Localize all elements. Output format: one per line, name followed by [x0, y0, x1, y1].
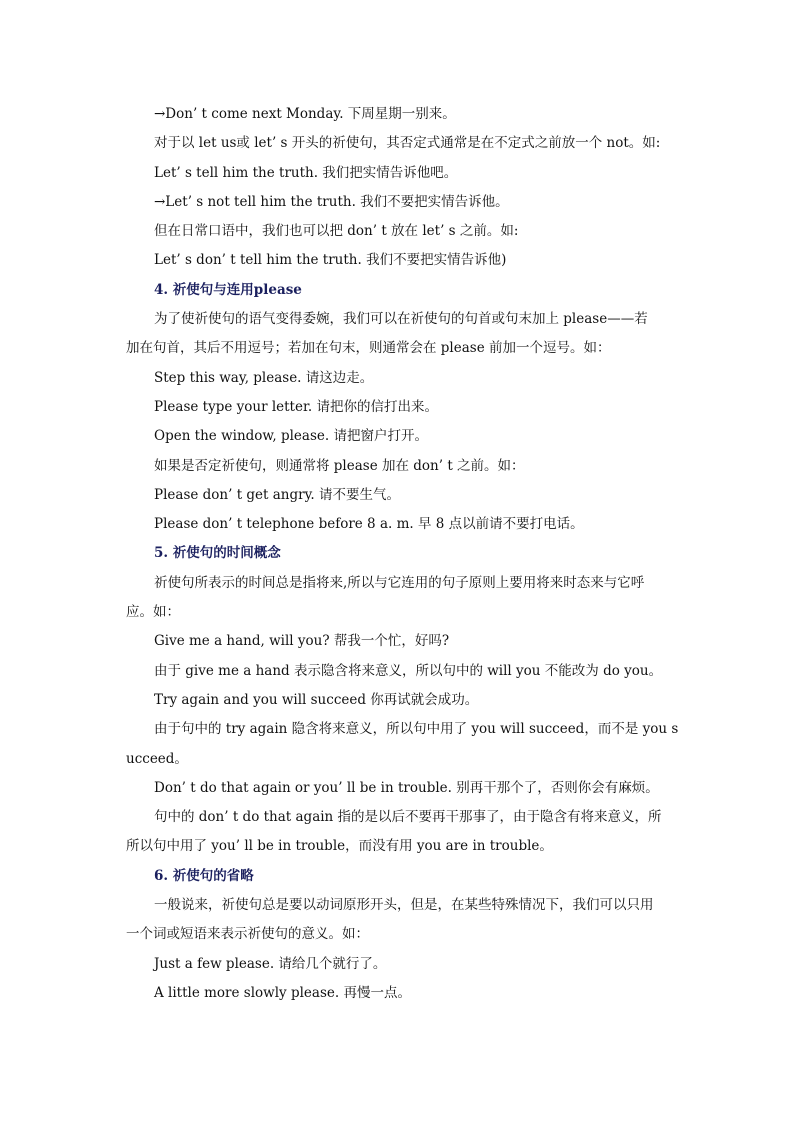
- text-line: 句中的 don’ t do that again 指的是以后不要再干那事了，由于隐含有将来意义，所: [154, 809, 662, 826]
- text-line: Open the window, please. 请把窗户打开。: [154, 428, 428, 445]
- text-line: 一般说来，祈使句总是要以动词原形开头，但是，在某些特殊情况下，我们可以只用: [154, 897, 654, 914]
- text-line: Please don’ t get angry. 请不要生气。: [154, 486, 401, 503]
- document-body: [126, 100, 679, 1008]
- text-line: ucceed。: [126, 750, 188, 767]
- section-heading: 6. 祈使句的省略: [154, 867, 254, 884]
- text-line: Please type your letter. 请把你的信打出来。: [154, 398, 439, 415]
- text-line: 但在日常口语中，我们也可以把 don’ t 放在 let’ s 之前。如:: [154, 223, 519, 240]
- text-line: 由于句中的 try again 隐含将来意义，所以句中用了 you will succeed，而不是 you s: [154, 721, 679, 738]
- text-line: Step this way, please. 请这边走。: [154, 369, 374, 386]
- text-line: Don’ t do that again or you’ ll be in trouble. 别再干那个了，否则你会有麻烦。: [154, 779, 659, 796]
- text-line: Try again and you will succeed 你再试就会成功。: [154, 691, 479, 708]
- text-line: 祈使句所表示的时间总是指将来,所以与它连用的句子原则上要用将来时态来与它呼: [154, 574, 645, 591]
- text-line: A little more slowly please. 再慢一点。: [154, 984, 411, 1001]
- text-line: Give me a hand, will you? 帮我一个忙，好吗?: [154, 633, 450, 650]
- text-line: 所以句中用了 you’ ll be in trouble，而没有用 you are in trouble。: [126, 838, 553, 855]
- text-line: 一个词或短语来表示祈使句的意义。如：: [126, 926, 369, 943]
- text-line: →Don’ t come next Monday. 下周星期一别来。: [154, 106, 456, 122]
- text-line: Please don’ t telephone before 8 a. m. 早 8 点以前请不要打电话。: [154, 516, 584, 533]
- text-line: →Let’ s not tell him the truth. 我们不要把实情告诉他。: [154, 193, 509, 210]
- text-line: 应。如：: [126, 604, 180, 621]
- section-heading: 5. 祈使句的时间概念: [154, 545, 281, 562]
- text-line: 加在句首，其后不用逗号；若加在句末，则通常会在 please 前加一个逗号。如：: [126, 340, 611, 357]
- text-line: Let’ s don’ t tell him the truth. 我们不要把实情告诉他): [154, 252, 507, 269]
- text-line: 由于 give me a hand 表示隐含将来意义，所以句中的 will you 不能改为 do you。: [154, 662, 663, 679]
- text-line: 如果是否定祈使句，则通常将 please 加在 don’ t 之前。如：: [154, 457, 525, 474]
- text-line: Let’ s tell him the truth. 我们把实情告诉他吧。: [154, 164, 458, 181]
- text-line: 对于以 let us或 let’ s 开头的祈使句，其否定式通常是在不定式之前放一个 not。如:: [154, 135, 661, 152]
- text-line: Just a few please. 请给几个就行了。: [154, 955, 387, 972]
- text-line: 为了使祈使句的语气变得委婉，我们可以在祈使句的句首或句末加上 please——若: [154, 311, 648, 328]
- section-heading: 4. 祈使句与连用please: [154, 281, 302, 298]
